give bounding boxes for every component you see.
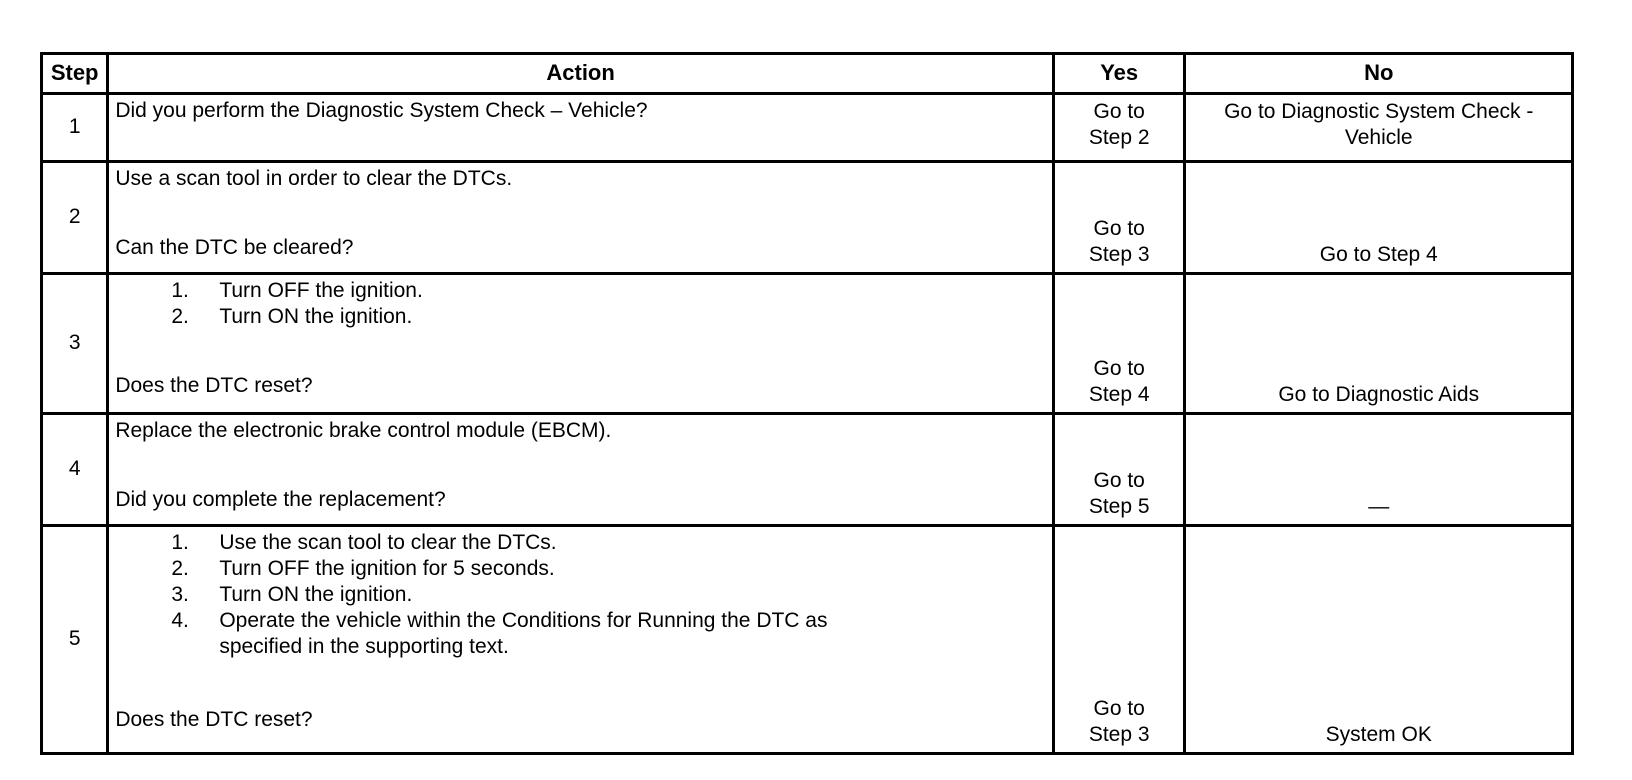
yes-text: Step 3 <box>1088 242 1150 266</box>
table-row <box>42 93 1573 161</box>
action-cell <box>108 161 1054 273</box>
list-item: 2. Turn ON the ignition. <box>171 304 413 328</box>
table-row <box>42 273 1573 413</box>
yes-text: Step 2 <box>1088 125 1150 149</box>
action-question: Did you complete the replacement? <box>115 487 446 511</box>
no-cell <box>1185 413 1573 525</box>
step-number: 1 <box>42 93 108 161</box>
step-number: 4 <box>42 413 108 525</box>
no-text: Go to Step 4 <box>1319 242 1438 266</box>
yes-text: Go to <box>1093 99 1145 123</box>
action-question: Can the DTC be cleared? <box>115 235 354 259</box>
list-item: 1. Turn OFF the ignition. <box>171 278 423 302</box>
action-question: Does the DTC reset? <box>115 373 313 397</box>
no-cell <box>1185 273 1573 413</box>
yes-text: Step 5 <box>1088 494 1150 518</box>
yes-text: Go to <box>1093 468 1145 492</box>
no-text: System OK <box>1325 723 1432 746</box>
yes-cell <box>1053 161 1185 273</box>
action-text: Replace the electronic brake control module (EBCM). <box>115 418 612 442</box>
step-number: 2 <box>42 161 108 273</box>
no-text: — <box>1368 494 1390 518</box>
substep-list <box>115 278 1052 330</box>
header-step: Step <box>42 54 108 94</box>
step-number: 5 <box>42 525 108 753</box>
yes-cell <box>1053 273 1185 413</box>
diagnostic-table <box>40 52 1574 755</box>
header-action: Action <box>108 54 1054 94</box>
header-no: No <box>1185 54 1573 94</box>
action-cell <box>108 525 1054 753</box>
action-text: Use a scan tool in order to clear the DTCs. <box>115 166 513 190</box>
list-item: specified in the supporting text. <box>219 634 509 658</box>
yes-text: Go to <box>1093 697 1145 720</box>
no-text: Go to Diagnostic Aids <box>1278 382 1480 406</box>
no-text: Go to Diagnostic System Check - <box>1224 99 1534 123</box>
yes-text: Go to <box>1093 356 1145 380</box>
yes-text: Step 3 <box>1088 723 1150 746</box>
action-cell <box>108 273 1054 413</box>
action-cell <box>108 413 1054 525</box>
table-row <box>42 525 1573 753</box>
list-item: 3. Turn ON the ignition. <box>171 582 413 606</box>
action-text: Did you perform the Diagnostic System Check – Vehicle? <box>115 98 648 122</box>
no-cell <box>1185 93 1573 161</box>
table-row <box>42 161 1573 273</box>
yes-text: Step 4 <box>1088 382 1150 406</box>
substep-list <box>115 530 1052 660</box>
header-yes: Yes <box>1053 54 1185 94</box>
action-cell <box>108 93 1054 161</box>
action-question: Does the DTC reset? <box>115 707 313 731</box>
step-number: 3 <box>42 273 108 413</box>
no-cell <box>1185 161 1573 273</box>
no-text: Vehicle <box>1344 125 1413 149</box>
no-cell <box>1185 525 1573 753</box>
yes-cell <box>1053 413 1185 525</box>
table-row <box>42 413 1573 525</box>
yes-cell <box>1053 525 1185 753</box>
table-header-row <box>42 54 1573 94</box>
list-item: 2. Turn OFF the ignition for 5 seconds. <box>171 556 555 580</box>
yes-cell <box>1053 93 1185 161</box>
list-item: 1. Use the scan tool to clear the DTCs. <box>171 530 557 554</box>
list-item: 4. Operate the vehicle within the Conditions for Running the DTC as <box>171 608 828 632</box>
yes-text: Go to <box>1093 216 1145 240</box>
